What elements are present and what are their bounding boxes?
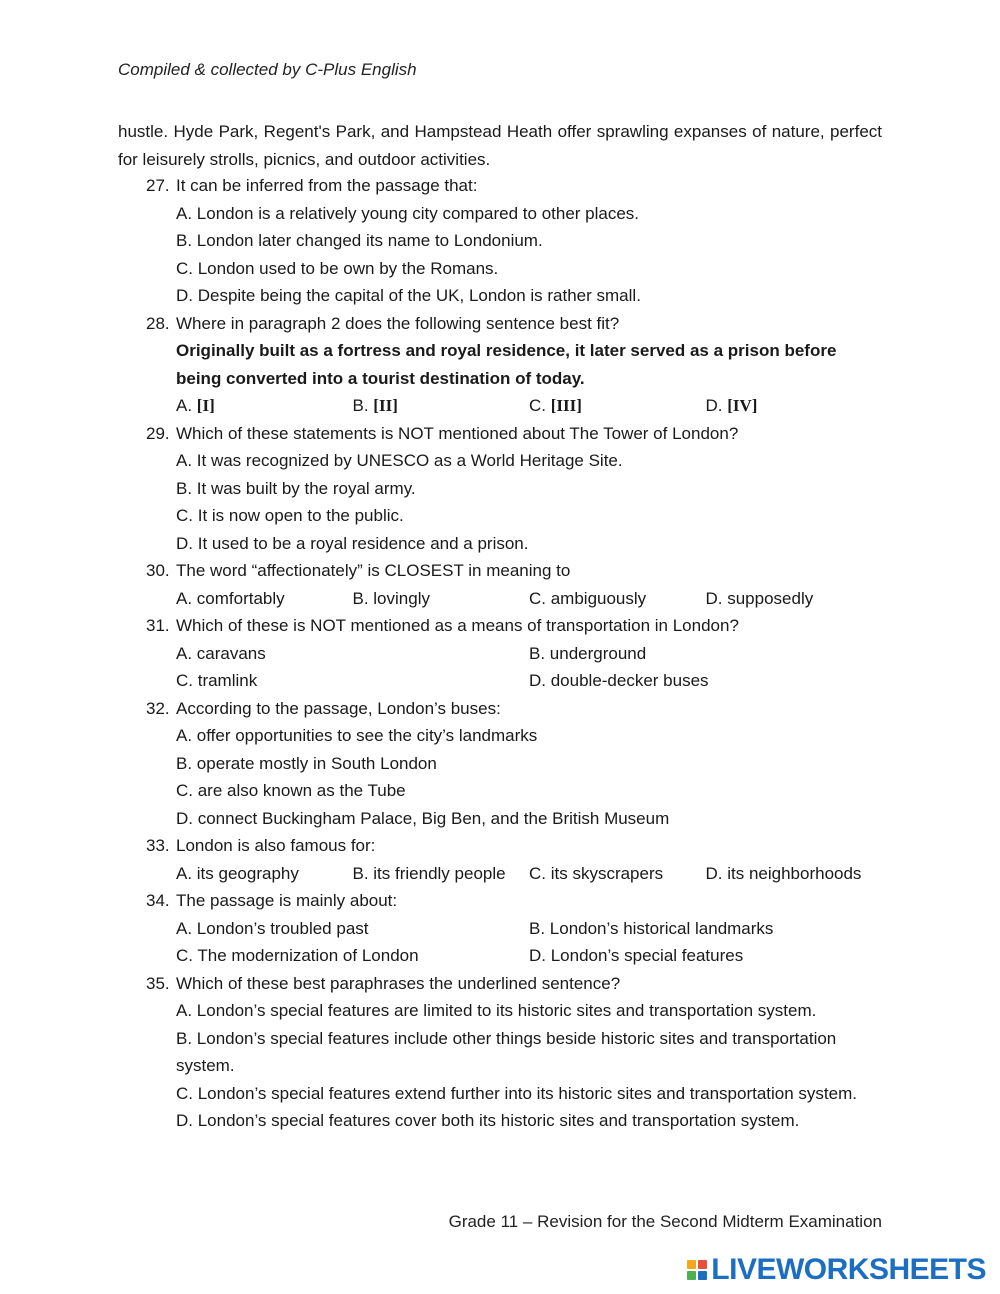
question-list	[146, 172, 886, 1135]
option-c[interactable]: C. are also known as the Tube	[176, 781, 406, 800]
option-a[interactable]: A. London’s special features are limited to its historic sites and transportation system.	[176, 1001, 817, 1020]
question-stem: Which of these best paraphrases the underlined sentence?	[176, 973, 621, 993]
question-34	[146, 887, 886, 970]
question-number: 30.	[146, 561, 170, 580]
insert-sentence-line-2: being converted into a tourist destination of today.	[176, 368, 585, 388]
option-c[interactable]: C. its skyscrapers	[529, 863, 664, 883]
option-a[interactable]: A. its geography	[176, 863, 299, 883]
question-30	[146, 557, 886, 612]
question-33	[146, 832, 886, 887]
option-d[interactable]: D. double-decker buses	[529, 671, 709, 690]
option-d[interactable]: D. its neighborhoods	[705, 863, 862, 883]
question-27	[146, 172, 886, 310]
option-a[interactable]: A. London is a relatively young city compared to other places.	[176, 203, 640, 223]
question-stem: Where in paragraph 2 does the following sentence best fit?	[176, 313, 620, 333]
option-d[interactable]: D. It used to be a royal residence and a prison.	[176, 533, 529, 553]
option-c[interactable]: C. London’s special features extend further into its historic sites and transportation system.	[176, 1083, 857, 1103]
option-c[interactable]: C. tramlink	[176, 671, 258, 690]
question-number: 31.	[146, 616, 170, 635]
question-29	[146, 420, 886, 558]
option-d[interactable]: D. London’s special features cover both its historic sites and transportation system.	[176, 1111, 800, 1130]
option-c[interactable]: C. [III]	[529, 396, 582, 415]
option-b[interactable]: B. London later changed its name to Londonium.	[176, 231, 543, 250]
option-a[interactable]: A. [I]	[176, 396, 215, 415]
option-d[interactable]: D. Despite being the capital of the UK, London is rather small.	[176, 286, 641, 305]
question-31	[146, 612, 886, 695]
option-a[interactable]: A. It was recognized by UNESCO as a World Heritage Site.	[176, 451, 623, 470]
option-b[interactable]: B. its friendly people	[352, 863, 506, 883]
question-stem: It can be inferred from the passage that:	[176, 176, 478, 195]
option-b[interactable]: B. It was built by the royal army.	[176, 478, 416, 498]
question-32	[146, 695, 886, 833]
option-b[interactable]: B. [II]	[352, 396, 398, 415]
question-number: 33.	[146, 836, 170, 855]
question-stem: According to the passage, London’s buses:	[176, 698, 501, 718]
page-footer: Grade 11 – Revision for the Second Midterm Examination	[448, 1212, 882, 1231]
question-number: 34.	[146, 891, 170, 910]
page-header: Compiled & collected by C-Plus English	[118, 60, 417, 79]
option-b[interactable]: B. lovingly	[352, 588, 430, 608]
question-stem: London is also famous for:	[176, 836, 376, 855]
option-c[interactable]: C. The modernization of London	[176, 946, 419, 965]
question-number: 32.	[146, 698, 170, 718]
question-number: 28.	[146, 313, 170, 333]
question-stem: Which of these statements is NOT mentioned about The Tower of London?	[176, 423, 739, 443]
passage-continuation: hustle. Hyde Park, Regent's Park, and Hampstead Heath offer sprawling expanses of nature, perfect for leisurely strolls, picnics, and outdoor activities.	[118, 122, 882, 169]
question-number: 29.	[146, 423, 170, 443]
option-a[interactable]: A. London’s troubled past	[176, 918, 369, 938]
option-d[interactable]: D. connect Buckingham Palace, Big Ben, and the British Museum	[176, 808, 670, 828]
question-stem: The word “affectionately” is CLOSEST in meaning to	[176, 561, 571, 580]
option-b[interactable]: B. London’s special features include other things beside historic sites and transportation system.	[176, 1028, 837, 1075]
question-stem: The passage is mainly about:	[176, 891, 398, 910]
option-a[interactable]: A. offer opportunities to see the city’s landmarks	[176, 726, 538, 745]
option-d[interactable]: D. London’s special features	[529, 946, 744, 965]
question-28	[146, 310, 886, 420]
option-b[interactable]: B. London’s historical landmarks	[529, 918, 774, 938]
option-c[interactable]: C. ambiguously	[529, 588, 647, 608]
option-b[interactable]: B. underground	[529, 643, 647, 663]
liveworksheets-logo-icon	[687, 1260, 707, 1280]
option-c[interactable]: C. It is now open to the public.	[176, 506, 404, 525]
question-number: 27.	[146, 176, 170, 195]
insert-sentence-line-1: Originally built as a fortress and royal residence, it later served as a prison before	[176, 341, 837, 360]
brand-name: LIVEWORKSHEETS	[711, 1253, 986, 1286]
option-b[interactable]: B. operate mostly in South London	[176, 753, 437, 773]
question-35	[146, 970, 886, 1135]
question-stem: Which of these is NOT mentioned as a means of transportation in London?	[176, 616, 739, 635]
option-d[interactable]: D. [IV]	[705, 396, 758, 415]
question-number: 35.	[146, 973, 170, 993]
option-c[interactable]: C. London used to be own by the Romans.	[176, 258, 499, 278]
liveworksheets-brand	[687, 1253, 986, 1287]
option-a[interactable]: A. comfortably	[176, 588, 285, 608]
option-d[interactable]: D. supposedly	[705, 588, 814, 608]
option-a[interactable]: A. caravans	[176, 643, 266, 663]
